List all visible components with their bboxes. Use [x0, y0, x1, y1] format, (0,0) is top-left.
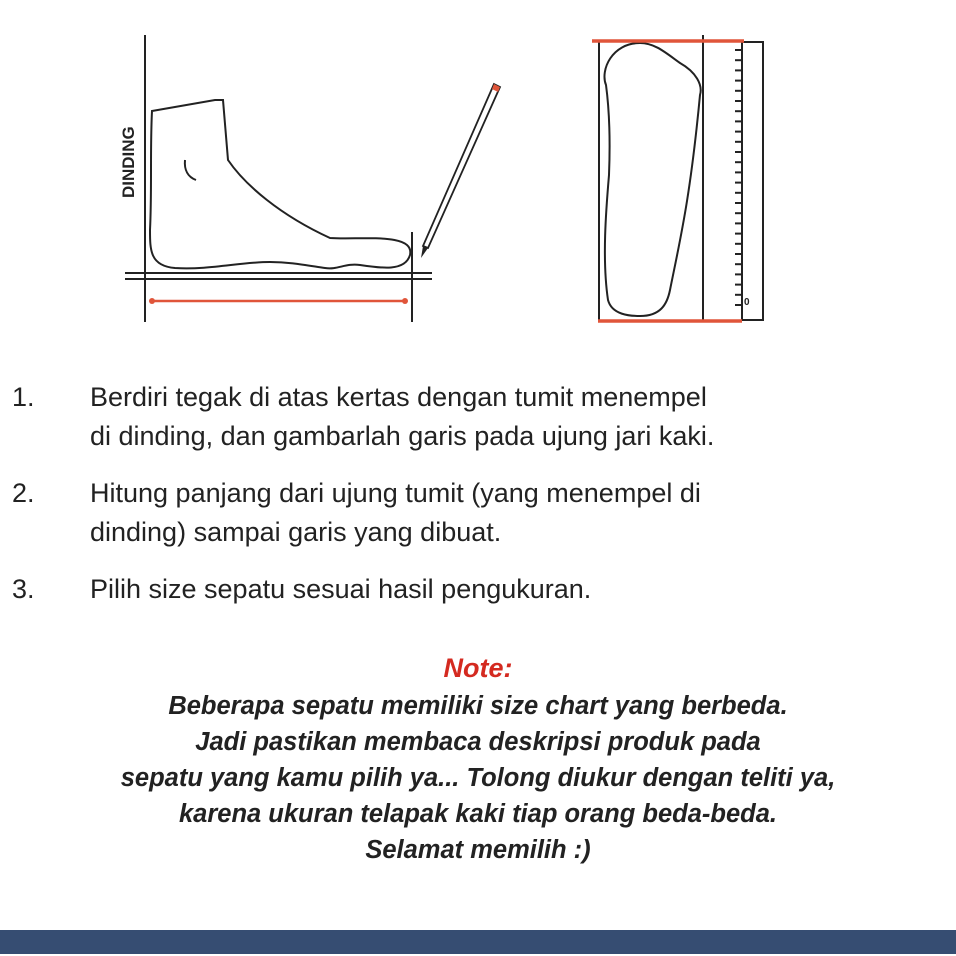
footprint-outline [604, 43, 700, 316]
note-line: Selamat memilih :) [365, 836, 591, 864]
step-text: Pilih size sepatu sesuai hasil pengukuran. [90, 574, 592, 604]
step-number: 1. [12, 382, 35, 412]
ruler-ticks [735, 50, 741, 305]
step-text: dinding) sampai garis yang dibuat. [90, 517, 502, 547]
length-arrow [149, 298, 408, 304]
step-text: di dinding, dan gambarlah garis pada ujung jari kaki. [90, 421, 715, 451]
ruler [742, 42, 763, 320]
foot-measuring-illustration [0, 0, 956, 340]
side-view-foot-diagram [125, 35, 432, 322]
note-line: sepatu yang kamu pilih ya... Tolong diukur dengan teliti ya, [120, 764, 836, 792]
wall-label: DINDING [119, 126, 138, 198]
ruler-zero-label: 0 [744, 297, 750, 308]
step-text: Berdiri tegak di atas kertas dengan tumit menempel [90, 382, 707, 412]
footer-bar [0, 930, 956, 954]
pencil-icon [421, 84, 500, 258]
note-line: Beberapa sepatu memiliki size chart yang berbeda. [168, 692, 788, 720]
note-line: Jadi pastikan membaca deskripsi produk pada [195, 728, 761, 756]
note-line: karena ukuran telapak kaki tiap orang beda-beda. [178, 800, 778, 828]
step-text: Hitung panjang dari ujung tumit (yang menempel di [90, 478, 701, 508]
step-number: 2. [12, 478, 35, 508]
note-title: Note: [443, 653, 513, 683]
top-view-foot-diagram [599, 35, 763, 320]
step-number: 3. [12, 574, 35, 604]
note-section [0, 648, 956, 868]
